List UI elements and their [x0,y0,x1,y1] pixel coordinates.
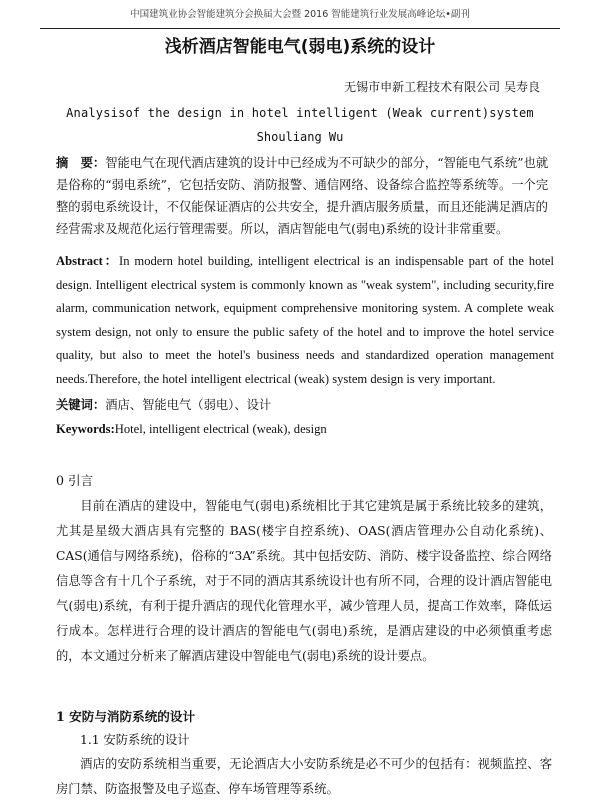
section-1-1-text: 酒店的安防系统相当重要，无论酒店大小安防系统是必不可少的包括有：视频监控、客房门禁、防盗报警及电子巡查、停车场管理等系统。 [56,757,552,796]
english-title: Analysisof the design in hotel intelligent (Weak current)system [66,106,534,120]
running-title: 中国建筑业协会智能建筑分会换届大会暨 2016 智能建筑行业发展高峰论坛•副刊 [130,9,470,20]
section-0-heading: 0 引言 [56,473,94,488]
keywords-cn-label: 关键词： [56,397,106,412]
section-1-heading: 1 安防与消防系统的设计 [56,709,196,724]
abstract-cn [56,152,554,240]
keywords-en-text: Hotel, intelligent electrical (weak), design [114,422,327,436]
section-1-1-body [56,752,552,802]
english-author: Shouliang Wu [256,130,344,144]
section-0-body [56,494,552,669]
keywords-en [56,418,554,440]
keywords-cn-text: 酒店、智能电气（弱电）、设计 [105,398,272,412]
section-1-1-heading: 1.1 安防系统的设计 [80,733,190,747]
abstract-cn-label: 摘 要： [56,155,106,170]
abstract-en-label: Abstract： [56,254,119,268]
running-header [40,6,560,29]
author-affiliation: 无锡市申新工程技术有限公司 吴寿良 [344,80,540,94]
keywords-cn [56,394,554,416]
section-0-text: 目前在酒店的建设中，智能电气(弱电)系统相比于其它建筑是属于系统比较多的建筑，尤其是星级大酒店具有完整的 BAS(楼宇自控系统)、OAS(酒店管理办公自动化系统)、CAS(通信与网络系统)，俗称的“3A”系统。其中包括安防、消防、楼宇设备监控、综合网络信息等含有十几个子系统，对于不同的酒店其系统设计也有所不同，合理的设计酒店智能电气(弱电)系统，有利于提升酒店的现代化管理水平，减少管理人员，提高工作效率，降低运行成本。怎样进行合理的设计酒店的智能电气(弱电)系统，是酒店建设的中必须慎重考虑的，本文通过分析来了解酒店建设中智能电气(弱电)系统的设计要点。 [56,499,552,663]
abstract-en-text: In modern hotel building, intelligent electrical is an indispensable part of the hotel design. Intelligent electrical system is commonly known as "weak system", including security,fire alarm, communication network, equipment comprehensive monitoring system. A complete weak system design, not only to ensure the public safety of the hotel and to improve the hotel service quality, but also to meet the hotel's business needs and standardized operation management needs.Therefore, the hotel intelligent electrical (weak) system design is very important. [56,254,554,386]
keywords-en-label: Keywords: [56,422,115,436]
abstract-cn-text: 智能电气在现代酒店建筑的设计中已经成为不可缺少的部分，“智能电气系统”也就是俗称的“弱电系统”，它包括安防、消防报警、通信网络、设备综合监控等系统等。一个完整的弱电系统设计，不仅能保证酒店的公共安全，提升酒店服务质量，而且还能满足酒店的经营需求及规范化运行管理需要。所以，酒店智能电气(弱电)系统的设计非常重要。 [56,156,549,236]
abstract-en [56,250,554,391]
paper-title: 浅析酒店智能电气(弱电)系统的设计 [164,37,436,57]
